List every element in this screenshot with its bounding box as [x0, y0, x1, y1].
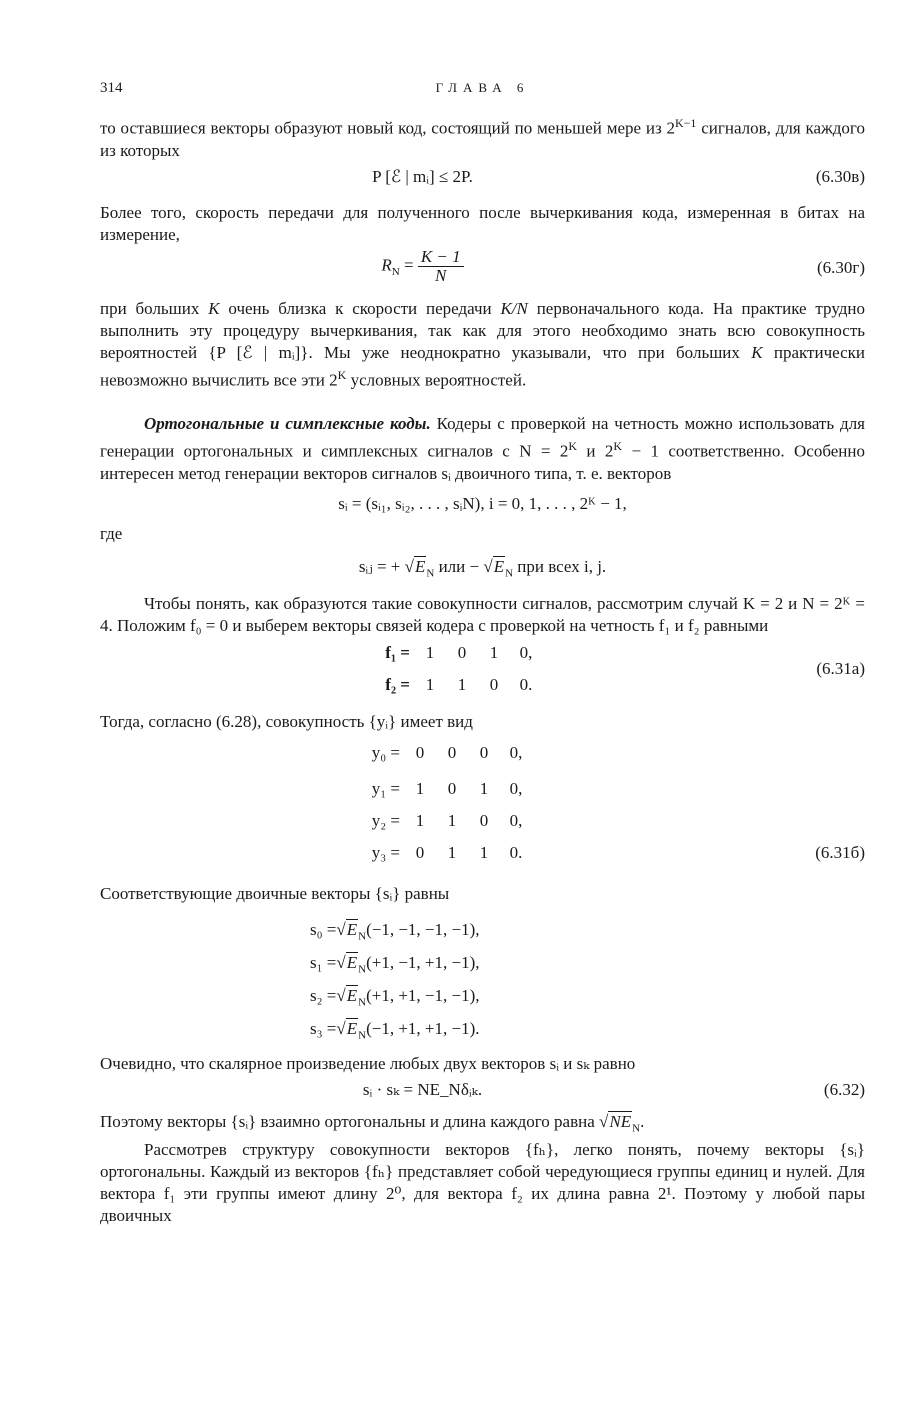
matrix-row: f₂ = 1 1 0 0. (6.31а) [100, 669, 865, 701]
paragraph-4: Ортогональные и симплексные коды. Кодеры с проверкой на четность можно использовать для генерации ортогональных и симплексных сигналов с $N = 2^K$ и $2^K - 1$ соответственно. Особенно интересен метод генерации векторов сигналов sᵢ двоичного типа, т. е. векторов [100, 414, 865, 483]
equation-number: (6.31а) [816, 658, 865, 678]
matrix-f [100, 637, 865, 703]
vector-row: $s_0 =√E_N(-1$, −1, −1, −1), [310, 919, 480, 943]
equation-number: (6.30в) [815, 166, 865, 186]
paragraph-6: Тогда, согласно (6.28), совокупность {yᵢ} имеет вид [100, 711, 473, 731]
equation-expr: P [ℰ | mᵢ] ≤ 2P. [372, 166, 473, 186]
where-text: где [100, 523, 123, 543]
equation-number: (6.32) [823, 1079, 865, 1099]
fraction: $\frac{K - 1}{N}$ [418, 248, 464, 285]
equation-si: sᵢ = (sᵢ₁, sᵢ₂, . . . , sᵢN), i = 0, 1, . . . , 2ᴷ − 1, [338, 493, 627, 513]
paragraph-10: Рассмотрев структуру совокупности векторов {fₕ}, легко понять, почему векторы {sᵢ} ортогональны. Каждый из векторов {fₕ} представляет собой чередующиеся группы единиц и нулей. Для вектора f₁ эти группы имеют длину 2⁰, для вектора f₂ их длина равна 2¹. Поэтому у любой пары двоичных [100, 1140, 865, 1226]
equation-6-30v [100, 162, 865, 194]
matrix-row: y₀ = 0 0 0 0, [371, 742, 523, 762]
matrix-row: y₂ = 1 1 0 0, [371, 810, 523, 830]
section-title: Ортогональные и симплексные коды. [144, 414, 431, 434]
paragraph-1: то оставшиеся векторы образуют новый код, состоящий по меньшей мере из $2^{K-1}$ сигналов, для каждого из которых [100, 116, 865, 160]
paragraph-8: Очевидно, что скалярное произведение любых двух векторов sᵢ и sₖ равно [100, 1053, 636, 1073]
vector-row: $s_1 =√E_N(+1$, −1, +1, −1), [310, 952, 480, 976]
matrix-y [100, 737, 865, 875]
running-head: ГЛАВА 6 [435, 80, 530, 95]
matrix-row: y₁ = 1 0 1 0, [371, 778, 523, 798]
equation-6-32: sᵢ · sₖ = NE_Nδᵢₖ. (6.32) [362, 1079, 865, 1099]
paragraph-2: Более того, скорость передачи для полученного после вычеркивания кода, измеренная в битах на измерение, [100, 202, 865, 244]
s-vectors [100, 913, 865, 1045]
matrix-row: f₁ = 1 0 1 0, [385, 642, 533, 662]
paragraph-3: при больших K очень близка к скорости передачи K/N первоначального кода. На практике трудно выполнить эту процедуру вычеркивания, так как для этого необходимо знать всю совокупность вероятностей {P [ℰ | mᵢ]}. Мы уже неоднократно указывали, что при больших K практически невозможно вычислить все эти $2^K$ условных вероятностей. [100, 298, 866, 390]
equation-sij: sᵢⱼ = + $√E_N$ или − $√E_N$ при всех i, j. [358, 556, 607, 580]
vector-row: $s_2 =√E_N(+1$, +1, −1, −1), [310, 985, 480, 1009]
equation-number: (6.30г) [816, 257, 865, 277]
paragraph-7: Соответствующие двоичные векторы {sᵢ} равны [100, 883, 450, 903]
page [100, 76, 865, 1227]
matrix-row: y₃ = 0 1 1 0. (6.31б) [100, 837, 865, 869]
page-header [100, 76, 865, 104]
equation-number: (6.31б) [815, 842, 865, 862]
page-number: 314 [100, 80, 123, 96]
paragraph-9: Поэтому векторы {sᵢ} взаимно ортогональны и длина каждого равна $√NE_N$. [100, 1111, 645, 1135]
equation-6-30g: $R_N$ = $\frac{K - 1}{N}$ (6.30г) [381, 246, 865, 285]
vector-row: $s_3 =√E_N(-1$, +1, +1, −1). [310, 1018, 480, 1042]
paragraph-5: Чтобы понять, как образуются такие совокупности сигналов, рассмотрим случай K = 2 и N = 2ᴷ = 4. Положим f₀ = 0 и выберем векторы связей кодера с проверкой на четность f₁ и f₂ равными [100, 593, 865, 635]
